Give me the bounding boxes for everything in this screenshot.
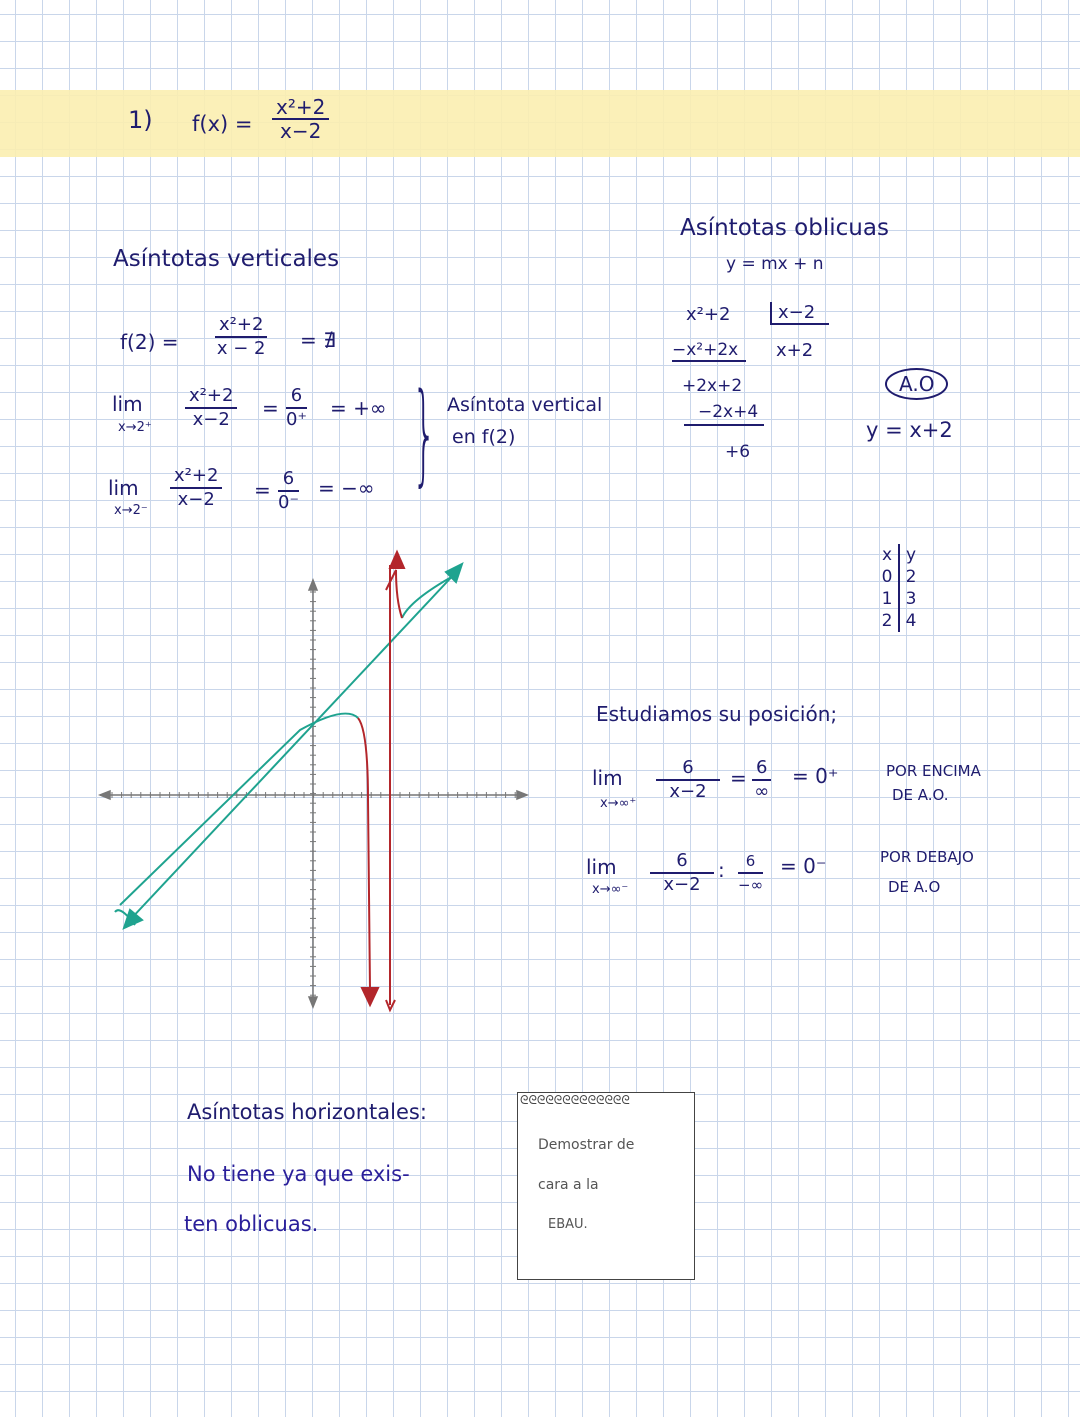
den: 0⁺ <box>286 409 307 430</box>
num: 6 <box>738 850 763 874</box>
x-axis-arrow-right <box>517 791 527 799</box>
num: x²+2 <box>185 385 237 409</box>
num: x²+2 <box>215 314 267 338</box>
horizontal-text: ten oblicuas. <box>184 1212 319 1236</box>
note: DE A.O <box>888 878 941 896</box>
position-title: Estudiamos su posición; <box>596 702 838 726</box>
table-cell: 1 <box>876 588 900 610</box>
conclusion: Asíntota vertical <box>447 394 603 416</box>
eq: = <box>254 478 271 502</box>
divisor: x−2 <box>770 302 829 325</box>
vertical-arrow-up <box>390 552 404 568</box>
dividend: x²+2 <box>686 304 731 325</box>
den: x−2 <box>663 874 701 895</box>
denominator: x−2 <box>280 119 322 143</box>
den: x − 2 <box>216 338 266 359</box>
spiral-rings: ᘓᘓᘓᘓᘓᘓᘓᘓᘓᘓᘓᘓᘓ <box>520 1093 630 1107</box>
brace: } <box>412 369 437 497</box>
f2-lhs: f(2) = <box>120 330 179 354</box>
y-axis-arrow-down <box>309 997 317 1007</box>
vertical-title: Asíntotas verticales <box>113 246 340 272</box>
note: POR DEBAJO <box>880 848 974 866</box>
division-step: −2x+4 <box>684 402 764 426</box>
horizontal-text: No tiene ya que exis- <box>187 1162 410 1186</box>
table-cell: 3 <box>905 589 917 609</box>
eq: : <box>718 858 725 882</box>
table-header: y <box>905 545 917 565</box>
lim-sub: x→∞⁺ <box>600 796 637 811</box>
y-axis-arrow-up <box>309 580 317 590</box>
den: −∞ <box>738 876 764 894</box>
f2-result: = ∄ <box>300 328 336 352</box>
lim: lim <box>592 766 623 790</box>
den: ∞ <box>754 781 770 802</box>
eq: = <box>730 766 747 790</box>
quotient: x+2 <box>776 340 814 361</box>
den: 0⁻ <box>278 492 299 513</box>
horizontal-title: Asíntotas horizontales: <box>187 1100 427 1124</box>
oblique-formula: y = mx + n <box>726 254 824 274</box>
oblique-result: y = x+2 <box>866 418 953 442</box>
result: = +∞ <box>330 396 387 420</box>
division-step: −x²+2x <box>672 340 746 362</box>
table-cell: 4 <box>905 611 917 631</box>
numerator: x²+2 <box>272 96 329 120</box>
num: 6 <box>286 385 307 409</box>
result: = −∞ <box>318 476 375 500</box>
oblique-title: Asíntotas oblicuas <box>680 215 889 241</box>
result: = 0⁻ <box>780 854 827 878</box>
num: 6 <box>278 468 299 492</box>
oblique-asymptote <box>128 568 460 922</box>
lim-sub: x→∞⁻ <box>592 882 629 897</box>
lim: lim <box>108 476 139 500</box>
lim-sub: x→2⁻ <box>114 503 148 518</box>
num: x²+2 <box>170 465 222 489</box>
function-label: f(x) = <box>192 112 253 136</box>
note: DE A.O. <box>892 786 949 804</box>
lim-sub: x→2⁺ <box>118 420 152 435</box>
left-branch-oblique <box>120 714 358 905</box>
exercise-number: 1) <box>128 106 153 134</box>
den: x−2 <box>192 409 230 430</box>
x-axis-arrow-left <box>100 791 110 799</box>
table-header: x <box>876 544 900 566</box>
den: x−2 <box>177 489 215 510</box>
note: POR ENCIMA <box>886 762 981 780</box>
num: 6 <box>656 757 720 781</box>
remainder: +6 <box>725 442 751 462</box>
eq: = <box>262 396 279 420</box>
lim: lim <box>586 855 617 879</box>
note-text: cara a la <box>538 1177 599 1193</box>
right-branch-up <box>386 570 402 618</box>
conclusion: en f(2) <box>452 426 516 448</box>
table-cell: 0 <box>876 566 900 588</box>
vertical-arrow-down <box>362 988 378 1005</box>
note-text: Demostrar de <box>538 1137 635 1153</box>
table-cell: 2 <box>876 610 900 632</box>
table-cell: 2 <box>905 567 917 587</box>
division-step: +2x+2 <box>682 376 743 396</box>
num: 6 <box>650 850 714 874</box>
num: 6 <box>752 757 771 781</box>
result: = 0⁺ <box>792 764 839 788</box>
den: x−2 <box>669 781 707 802</box>
sticky-note <box>517 1092 695 1280</box>
right-branch-oblique <box>402 570 455 618</box>
lim: lim <box>112 392 143 416</box>
left-branch-down <box>358 718 370 990</box>
oblique-arrow-bottom <box>124 910 142 928</box>
ao-badge: A.O <box>885 368 948 400</box>
note-text: EBAU. <box>548 1217 588 1232</box>
